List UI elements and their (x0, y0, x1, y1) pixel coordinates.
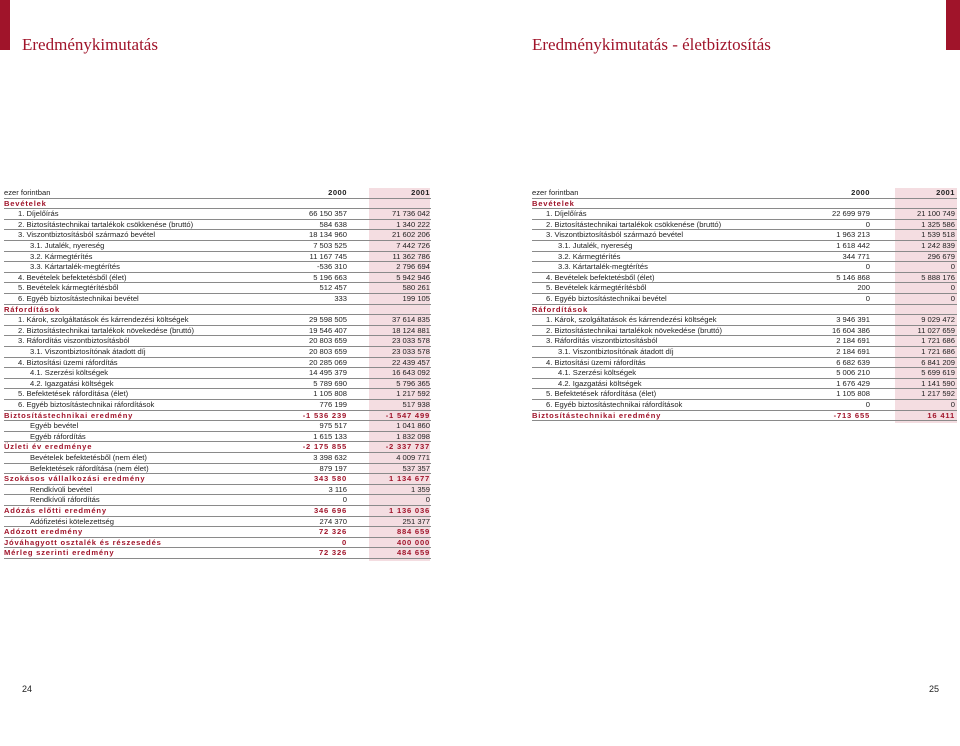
table-row (532, 368, 957, 379)
value-2000: 20 285 069 (308, 357, 347, 367)
row-label: Adófizetési kötelezettség (30, 516, 115, 526)
value-2001: 5 699 619 (921, 368, 955, 378)
right-accent-bar (946, 0, 960, 50)
table-row (532, 230, 957, 241)
row-label: 3.2. Kármegtérítés (558, 251, 621, 261)
row-label: 5. Befektetések ráfordítása (élet) (18, 389, 129, 399)
table-row (4, 209, 431, 220)
value-2001: 0 (425, 495, 430, 505)
value-2000: -713 655 (833, 410, 870, 420)
value-2000: 2 184 691 (836, 336, 870, 346)
value-2001: 1 217 592 (921, 389, 955, 399)
value-2000: 19 546 407 (308, 325, 347, 335)
value-2000: 16 604 386 (831, 325, 870, 335)
value-2000: 1 105 808 (313, 389, 347, 399)
value-2000: 66 150 357 (308, 209, 347, 219)
value-2001: 5 942 946 (396, 272, 430, 282)
row-label: Jóváhagyott osztalék és részesedés (4, 537, 162, 547)
value-2001: 1 242 839 (921, 241, 955, 250)
row-label: 3.1. Viszontbiztosítónak átadott díj (30, 347, 146, 356)
table-row (4, 336, 431, 347)
table-row (532, 273, 957, 284)
value-2000: 344 771 (842, 251, 870, 261)
table-row (4, 485, 431, 496)
row-label: Egyéb ráfordítás (30, 431, 86, 441)
table-row (532, 241, 957, 252)
value-2000: 343 580 (313, 474, 347, 484)
table-row (532, 347, 957, 358)
row-label: 4.1. Szerzési költségek (558, 368, 637, 378)
value-2001: 251 377 (402, 516, 430, 526)
value-2001: 1 340 222 (396, 219, 430, 229)
row-label: 5. Befektetések ráfordítása (élet) (546, 389, 657, 399)
value-2001: 580 261 (402, 283, 430, 293)
table-row (532, 283, 957, 294)
row-label: 3. Ráfordítás viszontbiztosításból (18, 336, 130, 346)
value-2001: 0 (950, 400, 955, 409)
row-label: Rendkívüli ráfordítás (30, 495, 100, 505)
value-2001: 400 000 (396, 537, 430, 547)
row-label: Mérleg szerinti eredmény (4, 548, 115, 558)
row-label: Egyéb bevétel (30, 421, 79, 431)
section-row (4, 411, 431, 422)
row-label: 4. Biztosítási üzemi ráfordítás (546, 357, 646, 367)
table-row (532, 400, 957, 411)
row-label: 1. Díjelőírás (546, 209, 587, 219)
row-label: Biztosítástechnikai eredmény (4, 410, 134, 420)
row-label: 4.2. Igazgatási költségek (30, 378, 114, 388)
table-row (532, 209, 957, 220)
table-row (4, 421, 431, 432)
value-2001: 71 736 042 (391, 209, 430, 219)
value-2000: -536 310 (317, 262, 347, 272)
value-2000: 5 789 690 (313, 378, 347, 388)
row-label: Befektetések ráfordítása (nem élet) (30, 463, 149, 473)
row-label: 3.1. Jutalék, nyereség (558, 241, 633, 250)
section-row (4, 527, 431, 538)
value-2000: -2 175 855 (302, 442, 347, 452)
left-page-title: Eredménykimutatás (22, 35, 158, 54)
value-2000: 2 184 691 (836, 347, 870, 356)
value-2001: 484 659 (396, 548, 430, 558)
table-row (532, 252, 957, 263)
section-row (532, 411, 957, 422)
table-row (532, 358, 957, 369)
row-label: 3.2. Kármegtérítés (30, 251, 93, 261)
value-2000: 1 615 133 (313, 431, 347, 441)
left-col-2000-header: 2000 (328, 188, 347, 197)
value-2001: 517 938 (402, 400, 430, 409)
table-row (4, 358, 431, 369)
value-2000: 879 197 (319, 463, 347, 473)
right-header-row (532, 188, 957, 199)
value-2001: 16 643 092 (391, 368, 430, 378)
table-row (4, 453, 431, 464)
section-row (4, 305, 431, 316)
value-2000: 0 (865, 400, 870, 409)
table-row (4, 347, 431, 358)
value-2000: 3 946 391 (836, 315, 870, 325)
value-2000: 5 006 210 (836, 368, 870, 378)
value-2001: 5 888 176 (921, 272, 955, 282)
row-label: 5. Bevételek kármegtérítésből (18, 283, 119, 293)
section-row (4, 199, 431, 210)
row-label: 3. Viszontbiztosításból származó bevétel (18, 230, 156, 240)
value-2001: -2 337 737 (385, 442, 430, 452)
left-page-number: 24 (22, 684, 33, 694)
value-2001: 6 841 209 (921, 357, 955, 367)
section-row (532, 199, 957, 210)
value-2000: 200 (857, 283, 870, 293)
value-2001: 11 027 659 (917, 325, 955, 335)
value-2000: 274 370 (319, 516, 347, 526)
table-row (532, 379, 957, 390)
value-2000: 512 457 (319, 283, 347, 293)
right-col-2001-header: 2001 (936, 188, 955, 197)
table-row (4, 400, 431, 411)
row-label: 3.1. Viszontbiztosítónak átadott díj (558, 347, 674, 356)
value-2000: 11 167 745 (309, 251, 347, 261)
value-2000: 5 196 663 (313, 272, 347, 282)
left-header-row (4, 188, 431, 199)
row-label: Rendkívüli bevétel (30, 484, 93, 494)
table-row (4, 389, 431, 400)
row-label: Üzleti év eredménye (4, 442, 93, 452)
value-2001: 1 832 098 (396, 431, 430, 441)
row-label: 5. Bevételek kármegtérítésből (546, 283, 647, 293)
section-row (4, 474, 431, 485)
table-row (4, 368, 431, 379)
value-2000: 1 618 442 (836, 241, 870, 250)
value-2001: 21 602 206 (391, 230, 430, 240)
value-2001: 23 033 578 (391, 336, 430, 346)
row-label: Ráfordítások (4, 304, 61, 314)
row-label: Bevételek (4, 198, 47, 208)
value-2000: 22 699 979 (831, 209, 870, 219)
table-row (532, 315, 957, 326)
table-row (4, 294, 431, 305)
value-2000: 0 (865, 219, 870, 229)
right-unit-label: ezer forintban (532, 188, 579, 197)
value-2000: 0 (341, 537, 347, 547)
row-label: 4. Biztosítási üzemi ráfordítás (18, 357, 118, 367)
value-2001: 5 796 365 (396, 378, 430, 388)
value-2001: 296 679 (927, 251, 955, 261)
row-label: 4.1. Szerzési költségek (30, 368, 109, 378)
row-label: Adózás előtti eredmény (4, 506, 107, 515)
row-label: 2. Biztosítástechnikai tartalékok csökkenése (bruttó) (546, 219, 722, 229)
value-2001: 7 442 726 (396, 241, 430, 250)
row-label: 2. Biztosítástechnikai tartalékok növekedése (bruttó) (18, 325, 195, 335)
row-label: 2. Biztosítástechnikai tartalékok csökkenése (bruttó) (18, 219, 194, 229)
row-label: Ráfordítások (532, 304, 589, 314)
table-row (4, 252, 431, 263)
right-page-number: 25 (929, 684, 940, 694)
table-row (532, 262, 957, 273)
value-2000: 0 (865, 262, 870, 272)
table-row (4, 379, 431, 390)
table-row (532, 220, 957, 231)
row-label: Bevételek befektetésből (nem élet) (30, 453, 147, 462)
value-2001: 2 796 694 (396, 262, 430, 272)
section-row (4, 548, 431, 559)
table-row (4, 495, 431, 506)
row-label: 3.3. Kártartalék-megtérítés (558, 262, 648, 272)
table-row (532, 294, 957, 305)
table-row (4, 464, 431, 475)
table-row (4, 432, 431, 443)
section-row (532, 305, 957, 316)
value-2001: 1 359 (410, 484, 430, 494)
row-label: 6. Egyéb biztosítástechnikai ráfordítások (546, 400, 683, 409)
value-2000: 1 676 429 (836, 378, 870, 388)
row-label: 1. Károk, szolgáltatások és kárrendezési költségek (18, 315, 189, 325)
row-label: 3.1. Jutalék, nyereség (30, 241, 105, 250)
row-label: 4.2. Igazgatási költségek (558, 378, 642, 388)
row-label: 1. Károk, szolgáltatások és kárrendezési költségek (546, 315, 717, 325)
value-2001: 1 539 518 (921, 230, 955, 240)
table-row (532, 326, 957, 337)
left-unit-label: ezer forintban (4, 188, 51, 197)
value-2000: 0 (865, 294, 870, 303)
value-2000: 18 134 960 (308, 230, 347, 240)
section-row (4, 506, 431, 517)
value-2001: 1 325 586 (921, 219, 955, 229)
value-2001: 1 141 590 (921, 378, 955, 388)
left-col-2001-header: 2001 (411, 188, 430, 197)
table-row (4, 315, 431, 326)
value-2000: 7 503 525 (313, 241, 347, 250)
value-2000: 975 517 (319, 421, 347, 431)
row-label: 6. Egyéb biztosítástechnikai bevétel (18, 294, 139, 303)
row-label: 4. Bevételek befektetésből (élet) (546, 272, 655, 282)
left-accent-bar (0, 0, 10, 50)
value-2000: 0 (342, 495, 347, 505)
section-row (4, 442, 431, 453)
row-label: 6. Egyéb biztosítástechnikai ráfordítások (18, 400, 155, 409)
value-2001: 884 659 (396, 527, 430, 537)
value-2000: 29 598 505 (308, 315, 347, 325)
row-label: 3. Viszontbiztosításból származó bevétel (546, 230, 684, 240)
value-2000: 584 638 (319, 219, 347, 229)
value-2000: 14 495 379 (308, 368, 347, 378)
value-2001: 18 124 881 (391, 325, 430, 335)
value-2001: 22 439 457 (391, 357, 430, 367)
value-2001: 0 (950, 294, 955, 303)
value-2000: -1 536 239 (302, 410, 347, 420)
row-label: 3.3. Kártartalék-megtérítés (30, 262, 120, 272)
table-row (4, 517, 431, 528)
value-2001: 1 217 592 (396, 389, 430, 399)
value-2001: 9 029 472 (921, 315, 955, 325)
table-row (4, 283, 431, 294)
value-2000: 6 682 639 (836, 357, 870, 367)
value-2000: 1 963 213 (836, 230, 870, 240)
value-2001: 16 411 (927, 410, 955, 420)
value-2001: 1 134 677 (389, 474, 430, 484)
table-row (4, 230, 431, 241)
value-2001: 23 033 578 (391, 347, 430, 356)
value-2000: 3 398 632 (313, 453, 347, 462)
value-2001: 4 009 771 (396, 453, 430, 462)
table-row (4, 326, 431, 337)
row-label: 1. Díjelőírás (18, 209, 59, 219)
value-2001: -1 547 499 (385, 410, 430, 420)
value-2001: 11 362 786 (392, 251, 430, 261)
right-page-title: Eredménykimutatás - életbiztosítás (532, 35, 771, 54)
value-2001: 1 136 036 (389, 506, 430, 515)
value-2000: 1 105 808 (836, 389, 870, 399)
row-label: Szokásos vállalkozási eredmény (4, 474, 146, 484)
value-2001: 1 041 860 (396, 421, 430, 431)
table-row (4, 273, 431, 284)
value-2000: 20 803 659 (308, 336, 347, 346)
value-2001: 37 614 835 (391, 315, 430, 325)
value-2000: 3 116 (328, 484, 347, 494)
value-2001: 199 105 (402, 294, 430, 303)
value-2001: 0 (950, 283, 955, 293)
value-2000: 72 326 (318, 548, 347, 558)
value-2000: 346 696 (313, 506, 347, 515)
row-label: 2. Biztosítástechnikai tartalékok növekedése (bruttó) (546, 325, 723, 335)
table-row (532, 336, 957, 347)
value-2001: 0 (950, 262, 955, 272)
table-row (4, 220, 431, 231)
right-col-2000-header: 2000 (851, 188, 870, 197)
table-row (4, 262, 431, 273)
row-label: 6. Egyéb biztosítástechnikai bevétel (546, 294, 667, 303)
section-row (4, 538, 431, 549)
row-label: Bevételek (532, 198, 575, 208)
value-2000: 5 146 868 (836, 272, 870, 282)
value-2000: 72 326 (318, 527, 347, 537)
value-2000: 776 199 (319, 400, 347, 409)
value-2000: 333 (334, 294, 347, 303)
row-label: Adózott eredmény (4, 527, 84, 537)
value-2001: 537 357 (402, 463, 430, 473)
value-2001: 1 721 686 (921, 336, 955, 346)
row-label: 3. Ráfordítás viszontbiztosításból (546, 336, 658, 346)
value-2000: 20 803 659 (308, 347, 347, 356)
value-2001: 21 100 749 (916, 209, 955, 219)
row-label: 4. Bevételek befektetésből (élet) (18, 272, 127, 282)
row-label: Biztosítástechnikai eredmény (532, 410, 662, 420)
value-2001: 1 721 686 (921, 347, 955, 356)
table-row (532, 389, 957, 400)
table-row (4, 241, 431, 252)
